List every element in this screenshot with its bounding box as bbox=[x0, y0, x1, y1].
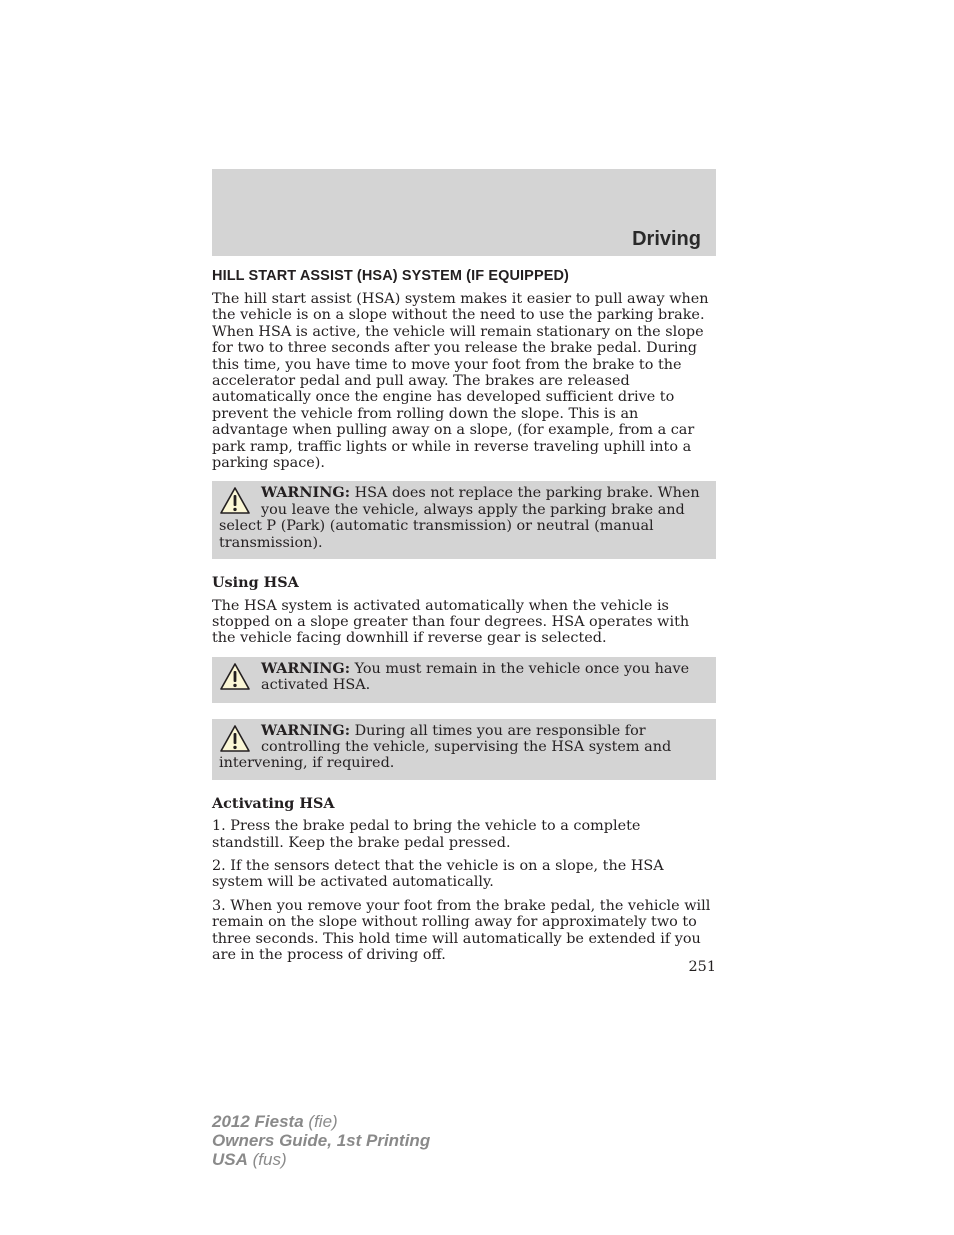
warning-box-2 bbox=[212, 657, 716, 703]
footer-market: USA bbox=[212, 1150, 248, 1169]
page-content bbox=[212, 268, 716, 973]
warning-triangle-icon bbox=[219, 486, 251, 516]
chapter-title: Driving bbox=[632, 228, 701, 250]
chapter-header-band bbox=[212, 169, 716, 256]
section-title: HILL START ASSIST (HSA) SYSTEM (IF EQUIPPED) bbox=[212, 268, 569, 284]
step-1: 1. Press the brake pedal to bring the vehicle to a complete standstill. Keep the brake pedal pressed. bbox=[212, 818, 641, 851]
warning-triangle-icon bbox=[219, 662, 251, 692]
step-3: 3. When you remove your foot from the brake pedal, the vehicle will remain on the slope without rolling away for approximately two to three seconds. This hold time will automatically be extended if you are in the process of driving off. bbox=[212, 897, 711, 963]
footer-guide: Owners Guide, 1st Printing bbox=[212, 1131, 431, 1150]
warning-text: You must remain in the vehicle once you have activated HSA. bbox=[261, 660, 690, 694]
using-hsa-paragraph: The HSA system is activated automatically when the vehicle is stopped on a slope greater than four degrees. HSA operates with the vehicle facing downhill if reverse gear is selected. bbox=[212, 597, 690, 647]
page-number: 251 bbox=[688, 959, 716, 975]
footer-model-code: (fie) bbox=[308, 1112, 338, 1131]
warning-label: WARNING: bbox=[261, 484, 351, 502]
document-footer bbox=[212, 1112, 430, 1169]
warning-triangle-icon bbox=[219, 724, 251, 754]
warning-label: WARNING: bbox=[261, 721, 351, 739]
step-2: 2. If the sensors detect that the vehicle is on a slope, the HSA system will be activated automatically. bbox=[212, 857, 664, 891]
activating-hsa-heading: Activating HSA bbox=[212, 794, 335, 812]
footer-market-code: (fus) bbox=[252, 1150, 287, 1169]
using-hsa-heading: Using HSA bbox=[212, 574, 299, 592]
warning-box-3 bbox=[212, 719, 716, 780]
footer-model: 2012 Fiesta bbox=[212, 1112, 304, 1131]
warning-box-1 bbox=[212, 481, 716, 559]
warning-text: During all times you are responsible for controlling the vehicle, supervising the HSA system and intervening, if required. bbox=[219, 722, 672, 772]
warning-label: WARNING: bbox=[261, 659, 351, 677]
intro-paragraph: The hill start assist (HSA) system makes it easier to pull away when the vehicle is on a slope without the need to use the parking brake. When HSA is active, the vehicle will remain stationary on the slope for two to three seconds after you release the brake pedal. During this time, you have time to move your foot from the brake to the accelerator pedal and pull away. The brakes are released automatically once the engine has developed sufficient drive to prevent the vehicle from rolling down the slope. This is an advantage when pulling away on a slope, (for example, from a car park ramp, traffic lights or while in reverse traveling uphill into a parking space). bbox=[212, 291, 709, 472]
warning-text: HSA does not replace the parking brake. When you leave the vehicle, always apply the parking brake and select P (Park) (automatic transmission) or neutral (manual transmission). bbox=[219, 485, 700, 551]
